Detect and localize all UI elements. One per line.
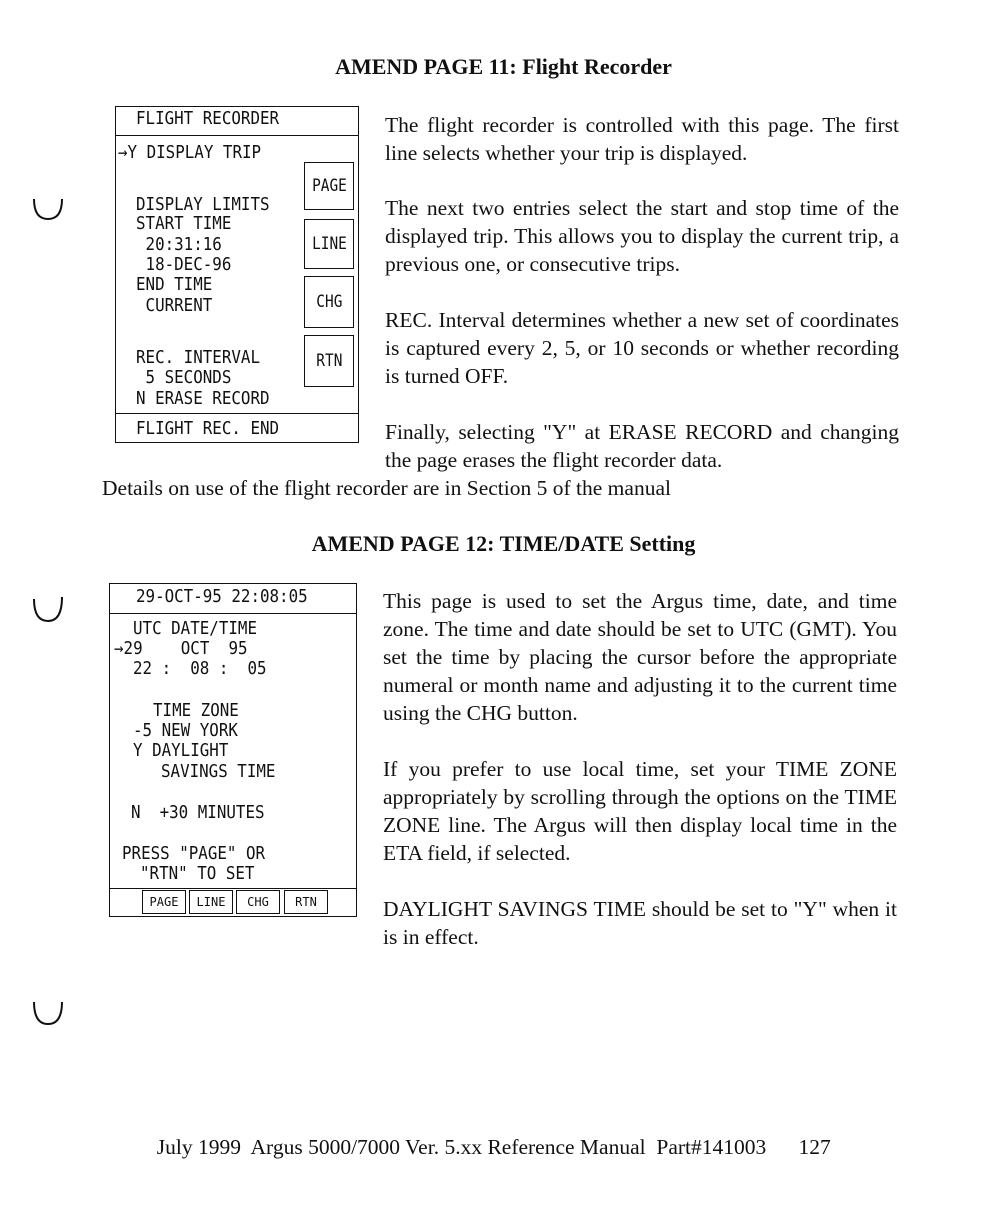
screen-line-end-time: END TIME (136, 274, 213, 295)
screen-line-plus-30-minutes: N +30 MINUTES (131, 802, 265, 823)
screen-line-time-zone: TIME ZONE (153, 700, 239, 721)
paragraph-flight-recorder-intro: The flight recorder is controlled with this page. The first line selects whether your trip is displayed. (385, 113, 899, 165)
screen-footer: FLIGHT REC. END (136, 418, 280, 439)
line-key[interactable]: LINE (189, 890, 233, 914)
screen-title: FLIGHT RECORDER (136, 108, 280, 129)
screen-line-rec-interval-value: 5 SECONDS (136, 367, 232, 388)
time-date-screen (109, 583, 357, 917)
binder-hole-mark-top (30, 195, 70, 225)
flight-recorder-screen (115, 106, 359, 443)
screen-line-savings-time: SAVINGS TIME (161, 761, 276, 782)
screen-title: 29-OCT-95 22:08:05 (136, 586, 308, 607)
screen-line-date-value: →29 OCT 95 (114, 638, 248, 659)
paragraph-rec-interval: REC. Interval determines whether a new set of coordinates is captured every 2, 5, or 10 seconds or whether recording is turned OFF. (385, 308, 899, 388)
paragraph-flight-recorder-limits: The next two entries select the start and stop time of the displayed trip. This allows you to display the current trip, a previous one, or consecutive trips. (385, 196, 899, 276)
rtn-key[interactable]: RTN (284, 890, 328, 914)
screen-line-display-limits: DISPLAY LIMITS (136, 194, 270, 215)
section-heading-flight-recorder: AMEND PAGE 11: Flight Recorder (335, 54, 672, 79)
page-number: 127 (798, 1135, 831, 1159)
screen-title-divider (110, 613, 356, 614)
screen-line-daylight: Y DAYLIGHT (133, 740, 229, 761)
screen-line-end-time-value: CURRENT (136, 295, 213, 316)
screen-line-press-page: PRESS "PAGE" OR (122, 843, 266, 864)
page-footer (146, 1110, 831, 1160)
footer-text: July 1999 Argus 5000/7000 Ver. 5.xx Reference Manual Part#141003 (156, 1135, 767, 1159)
screen-line-erase-record: N ERASE RECORD (136, 388, 270, 409)
section-heading-time-date: AMEND PAGE 12: TIME/DATE Setting (311, 531, 696, 556)
chg-key[interactable]: CHG (304, 276, 354, 328)
screen-line-rtn-to-set: "RTN" TO SET (140, 863, 255, 884)
binder-hole-mark-bottom (30, 998, 70, 1030)
rtn-key[interactable]: RTN (304, 335, 354, 387)
screen-title-divider (116, 135, 358, 136)
binder-hole-mark-middle (30, 593, 70, 627)
paragraph-daylight-savings: DAYLIGHT SAVINGS TIME should be set to "Y" when it is in effect. (383, 897, 897, 949)
screen-footer-divider (116, 413, 358, 414)
screen-line-rec-interval: REC. INTERVAL (136, 347, 260, 368)
screen-line-start-time-value: 20:31:16 (136, 234, 222, 255)
screen-line-time-zone-value: -5 NEW YORK (133, 720, 238, 741)
line-key[interactable]: LINE (304, 219, 354, 269)
chg-key[interactable]: CHG (236, 890, 280, 914)
screen-line-display-trip: →Y DISPLAY TRIP (118, 142, 262, 163)
screen-line-start-time: START TIME (136, 213, 232, 234)
page-key[interactable]: PAGE (304, 162, 354, 210)
screen-keys-divider (110, 888, 356, 889)
paragraph-local-time: If you prefer to use local time, set your TIME ZONE appropriately by scrolling through the options on the TIME ZONE line. The Argus will then display local time in the ETA field, if selected. (383, 757, 897, 865)
screen-line-time-value: 22 : 08 : 05 (133, 658, 267, 679)
paragraph-erase-record: Finally, selecting "Y" at ERASE RECORD and changing the page erases the flight recorder data. (385, 420, 899, 472)
screen-line-start-date-value: 18-DEC-96 (136, 254, 232, 275)
page-key[interactable]: PAGE (142, 890, 186, 914)
paragraph-details: Details on use of the flight recorder are in Section 5 of the manual (102, 476, 671, 500)
screen-line-utc-date-time: UTC DATE/TIME (133, 618, 257, 639)
paragraph-time-date-intro: This page is used to set the Argus time, date, and time zone. The time and date should be set to UTC (GMT). You set the time by placing the cursor before the appropriate numeral or month name and adjusting it to the current time using the CHG button. (383, 589, 897, 725)
